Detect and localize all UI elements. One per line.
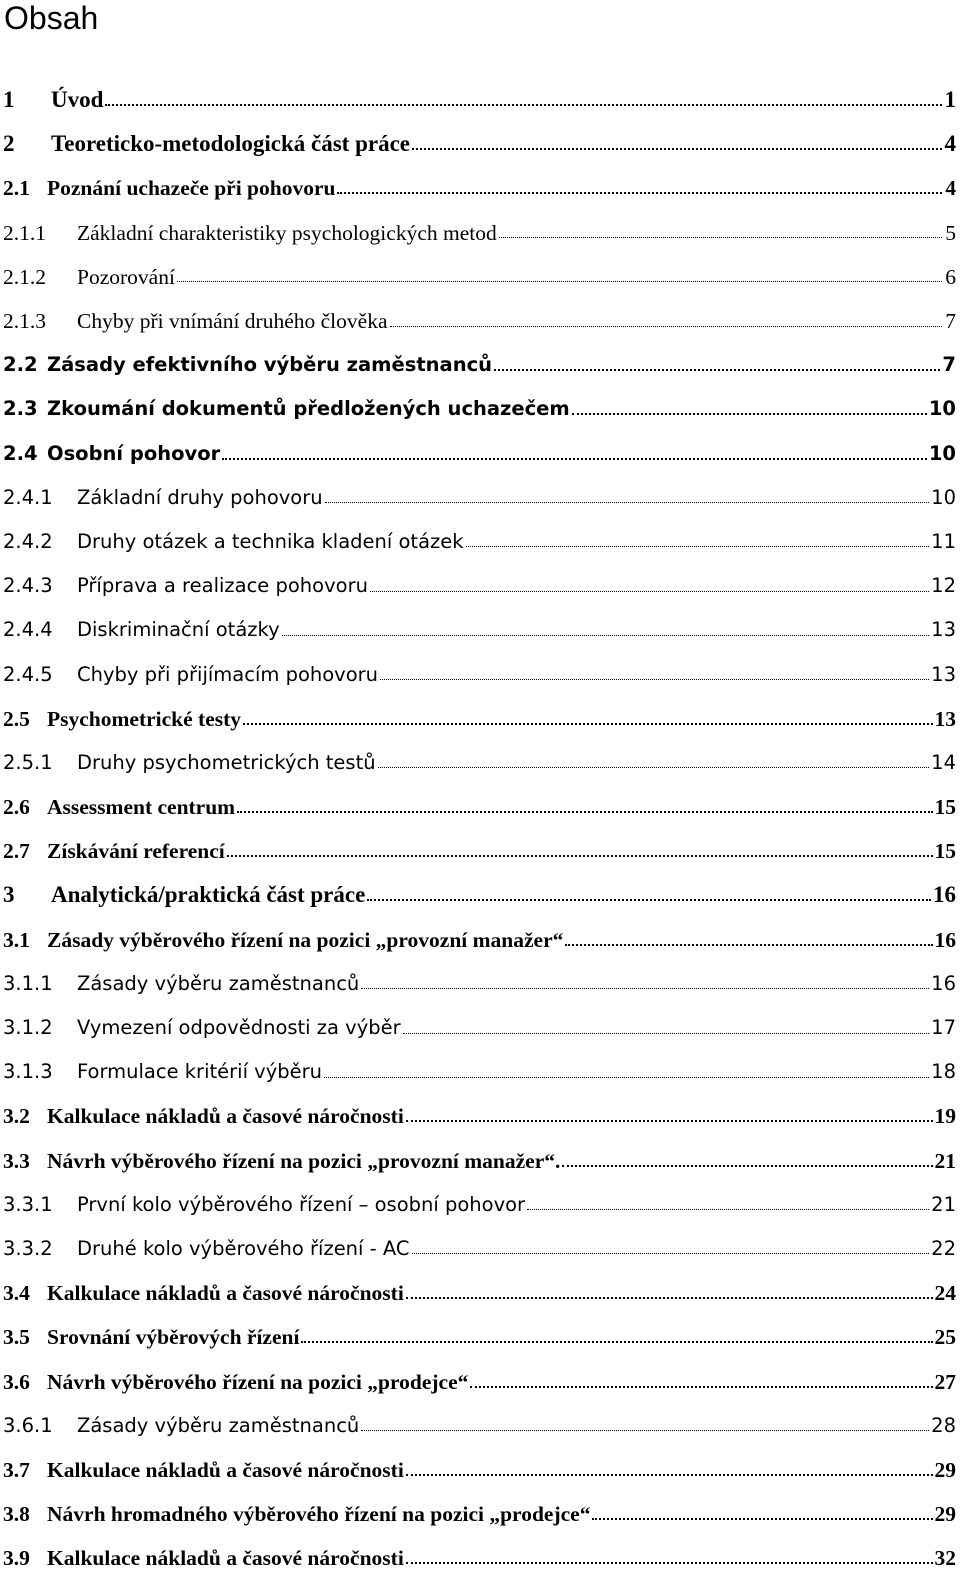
toc-entry[interactable] xyxy=(0,1448,960,1492)
toc-dot-leader xyxy=(237,811,932,813)
toc-entry-number: 3 xyxy=(3,882,15,908)
toc-entry-page: 10 xyxy=(928,397,956,421)
toc-entry-title: Získávání referencí xyxy=(47,839,225,864)
toc-entry-page: 10 xyxy=(928,441,956,465)
toc-entry[interactable] xyxy=(0,1359,960,1403)
toc-entry-page: 13 xyxy=(931,618,956,642)
toc-entry-page: 13 xyxy=(934,706,956,731)
toc-entry[interactable] xyxy=(0,1271,960,1315)
toc-entry-number: 3.1.1 xyxy=(3,971,53,995)
toc-entry-number: 2.1 xyxy=(3,176,30,201)
toc-entry-title: Druhy otázek a technika kladení otázek xyxy=(77,529,464,553)
toc-entry[interactable] xyxy=(0,1139,960,1183)
toc-entry-title: Chyby při vnímání druhého člověka xyxy=(77,309,388,334)
toc-entry-title: První kolo výběrového řízení – osobní pohovor xyxy=(77,1192,526,1216)
toc-entry-page: 5 xyxy=(945,220,956,245)
toc-entry-number: 2.1.3 xyxy=(3,309,46,334)
toc-entry[interactable] xyxy=(0,1404,960,1448)
toc-entry-number: 3.5 xyxy=(3,1325,30,1350)
toc-dot-leader xyxy=(337,192,942,194)
toc-entry-number: 3.3.1 xyxy=(3,1192,53,1216)
toc-entry[interactable] xyxy=(0,1094,960,1138)
toc-entry-number: 3.6.1 xyxy=(3,1413,53,1437)
toc-entry-page: 16 xyxy=(931,971,956,995)
toc-entry-title: Základní charakteristiky psychologických metod xyxy=(77,220,497,245)
toc-entry-page: 29 xyxy=(934,1457,956,1482)
toc-entry-title: Zásady výběru zaměstnanců xyxy=(77,971,360,995)
toc-entry[interactable] xyxy=(0,741,960,785)
toc-entry[interactable] xyxy=(0,343,960,387)
toc-dot-leader xyxy=(324,1077,929,1078)
toc-entry-page: 4 xyxy=(944,131,956,157)
toc-entry-number: 2.5.1 xyxy=(3,750,53,774)
toc-dot-leader xyxy=(370,591,929,592)
toc-entry-number: 3.4 xyxy=(3,1281,30,1306)
toc-entry-title: Zásady efektivního výběru zaměstnanců xyxy=(47,353,493,377)
toc-entry[interactable] xyxy=(0,166,960,210)
toc-entry-title: Základní druhy pohovoru xyxy=(77,485,323,509)
toc-entry-title: Zásady výběrového řízení na pozici „provozní manažer“ xyxy=(47,927,564,952)
toc-entry-number: 2.7 xyxy=(3,839,30,864)
toc-entry-page: 32 xyxy=(934,1546,956,1571)
table-of-contents xyxy=(0,78,960,1580)
toc-entry-number: 2.1.1 xyxy=(3,220,46,245)
toc-entry-title: Diskriminační otázky xyxy=(77,618,280,642)
toc-entry[interactable] xyxy=(0,255,960,299)
toc-entry-number: 3.1.3 xyxy=(3,1060,53,1084)
toc-dot-leader xyxy=(406,1297,933,1299)
toc-dot-leader xyxy=(227,855,933,857)
toc-entry-title: Úvod xyxy=(51,87,104,113)
toc-entry-number: 2.2 xyxy=(3,353,38,377)
toc-dot-leader xyxy=(301,1341,932,1343)
toc-entry-page: 7 xyxy=(945,309,956,334)
toc-dot-leader xyxy=(565,944,932,946)
toc-entry-page: 7 xyxy=(942,353,956,377)
toc-entry-page: 29 xyxy=(934,1502,956,1527)
toc-entry-page: 11 xyxy=(931,529,956,553)
toc-entry-page: 15 xyxy=(934,839,956,864)
toc-dot-leader xyxy=(243,723,932,725)
toc-entry-number: 2.3 xyxy=(3,397,38,421)
toc-entry-page: 19 xyxy=(934,1104,956,1129)
toc-dot-leader xyxy=(403,1033,930,1034)
toc-entry-page: 21 xyxy=(931,1192,956,1216)
toc-entry-title: Formulace kritérií výběru xyxy=(77,1060,323,1084)
toc-dot-leader xyxy=(499,237,942,238)
toc-entry[interactable] xyxy=(0,785,960,829)
toc-entry-number: 3.1.2 xyxy=(3,1016,53,1040)
toc-entry[interactable] xyxy=(0,652,960,696)
toc-entry-number: 1 xyxy=(3,87,15,113)
toc-entry-title: Teoreticko-metodologická část práce xyxy=(51,131,410,157)
toc-dot-leader xyxy=(412,1253,930,1254)
toc-entry-title: Assessment centrum xyxy=(47,795,236,820)
toc-entry-number: 2.6 xyxy=(3,795,30,820)
toc-entry-page: 18 xyxy=(931,1060,956,1084)
toc-dot-leader xyxy=(361,1430,929,1431)
toc-entry-number: 2.4.4 xyxy=(3,618,53,642)
toc-entry-title: Osobní pohovor xyxy=(47,441,221,465)
toc-dot-leader xyxy=(466,546,930,547)
toc-entry-title: Kalkulace nákladů a časové náročnosti xyxy=(47,1281,404,1306)
toc-entry-page: 27 xyxy=(934,1369,956,1394)
toc-entry[interactable] xyxy=(0,962,960,1006)
toc-entry-number: 2.4.3 xyxy=(3,574,53,598)
toc-entry[interactable] xyxy=(0,78,960,122)
toc-dot-leader xyxy=(406,1120,933,1122)
toc-entry[interactable] xyxy=(0,387,960,431)
toc-entry-page: 21 xyxy=(934,1148,956,1173)
toc-entry-title: Návrh hromadného výběrového řízení na pozici „prodejce“ xyxy=(47,1502,591,1527)
toc-entry-number: 2.4.2 xyxy=(3,529,53,553)
toc-dot-leader xyxy=(177,281,942,282)
toc-entry[interactable] xyxy=(0,608,960,652)
toc-entry-page: 13 xyxy=(931,662,956,686)
toc-dot-leader xyxy=(470,1386,932,1388)
toc-entry-number: 3.3 xyxy=(3,1148,30,1173)
toc-entry-number: 3.3.2 xyxy=(3,1236,53,1260)
toc-entry-page: 22 xyxy=(931,1236,956,1260)
toc-entry-title: Psychometrické testy xyxy=(47,706,242,731)
toc-entry-page: 12 xyxy=(931,574,956,598)
toc-entry[interactable] xyxy=(0,1006,960,1050)
toc-entry[interactable] xyxy=(0,1050,960,1094)
toc-entry-title: Návrh výběrového řízení na pozici „provozní manažer“. xyxy=(47,1148,561,1173)
toc-entry-page: 25 xyxy=(934,1325,956,1350)
toc-dot-leader xyxy=(361,988,929,989)
toc-dot-leader xyxy=(390,326,943,327)
toc-entry-title: Druhé kolo výběrového řízení - AC xyxy=(77,1236,410,1260)
toc-entry[interactable] xyxy=(0,432,960,476)
toc-entry-title: Druhy psychometrických testů xyxy=(77,750,376,774)
toc-entry-page: 17 xyxy=(931,1016,956,1040)
toc-entry[interactable] xyxy=(0,211,960,255)
toc-entry[interactable] xyxy=(0,122,960,166)
toc-entry-number: 3.9 xyxy=(3,1546,30,1571)
toc-dot-leader xyxy=(562,1165,932,1167)
toc-entry-number: 3.8 xyxy=(3,1502,30,1527)
toc-dot-leader xyxy=(412,148,942,150)
toc-entry-number: 2.4.5 xyxy=(3,662,53,686)
toc-entry-number: 3.2 xyxy=(3,1104,30,1129)
toc-entry[interactable] xyxy=(0,697,960,741)
toc-entry-page: 14 xyxy=(931,750,956,774)
toc-entry[interactable] xyxy=(0,520,960,564)
toc-entry-page: 24 xyxy=(934,1281,956,1306)
toc-entry-title: Poznání uchazeče při pohovoru xyxy=(47,176,336,201)
page-title: Obsah xyxy=(4,0,99,36)
toc-dot-leader xyxy=(406,1562,933,1564)
toc-entry[interactable] xyxy=(0,918,960,962)
toc-entry-number: 2 xyxy=(3,131,15,157)
toc-entry-page: 10 xyxy=(931,485,956,509)
toc-entry[interactable] xyxy=(0,1492,960,1536)
toc-entry-number: 3.7 xyxy=(3,1457,30,1482)
toc-dot-leader xyxy=(105,104,942,106)
toc-entry-number: 3.6 xyxy=(3,1369,30,1394)
toc-entry-title: Analytická/praktická část práce xyxy=(51,882,366,908)
toc-dot-leader xyxy=(282,635,930,636)
toc-entry-number: 3.1 xyxy=(3,927,30,952)
toc-entry-title: Zkoumání dokumentů předložených uchazečem xyxy=(47,397,570,421)
toc-entry[interactable] xyxy=(0,1315,960,1359)
toc-entry[interactable] xyxy=(0,829,960,873)
toc-dot-leader xyxy=(527,1209,929,1210)
toc-dot-leader xyxy=(367,899,931,901)
toc-entry-title: Kalkulace nákladů a časové náročnosti xyxy=(47,1546,404,1571)
toc-entry-title: Příprava a realizace pohovoru xyxy=(77,574,368,598)
toc-entry[interactable] xyxy=(0,476,960,520)
toc-entry[interactable] xyxy=(0,873,960,917)
toc-entry-page: 15 xyxy=(934,795,956,820)
toc-entry-title: Návrh výběrového řízení na pozici „prodejce“ xyxy=(47,1369,469,1394)
toc-entry-title: Zásady výběru zaměstnanců xyxy=(77,1413,360,1437)
toc-entry[interactable] xyxy=(0,1183,960,1227)
toc-entry-page: 1 xyxy=(944,87,956,113)
toc-entry-page: 4 xyxy=(945,176,956,201)
toc-entry-page: 16 xyxy=(934,927,956,952)
toc-dot-leader xyxy=(572,413,927,415)
toc-dot-leader xyxy=(494,369,940,371)
toc-dot-leader xyxy=(325,502,930,503)
toc-dot-leader xyxy=(222,458,927,460)
toc-entry-title: Srovnání výběrových řízení xyxy=(47,1325,300,1350)
toc-entry-number: 2.4.1 xyxy=(3,485,53,509)
toc-entry-title: Vymezení odpovědnosti za výběr xyxy=(77,1016,401,1040)
toc-entry-number: 2.5 xyxy=(3,706,30,731)
toc-dot-leader xyxy=(378,767,930,768)
toc-dot-leader xyxy=(406,1474,933,1476)
toc-entry-title: Kalkulace nákladů a časové náročnosti xyxy=(47,1457,404,1482)
toc-entry[interactable] xyxy=(0,299,960,343)
toc-dot-leader xyxy=(380,679,929,680)
toc-entry[interactable] xyxy=(0,1536,960,1580)
toc-entry-page: 28 xyxy=(931,1413,956,1437)
toc-dot-leader xyxy=(592,1518,932,1520)
toc-entry-title: Kalkulace nákladů a časové náročnosti xyxy=(47,1104,404,1129)
toc-entry-page: 6 xyxy=(945,264,956,289)
toc-entry-number: 2.1.2 xyxy=(3,264,46,289)
toc-entry-page: 16 xyxy=(933,882,956,908)
toc-entry[interactable] xyxy=(0,564,960,608)
toc-entry-title: Pozorování xyxy=(77,264,175,289)
toc-entry-number: 2.4 xyxy=(3,441,38,465)
toc-entry-title: Chyby při přijímacím pohovoru xyxy=(77,662,379,686)
toc-entry[interactable] xyxy=(0,1227,960,1271)
